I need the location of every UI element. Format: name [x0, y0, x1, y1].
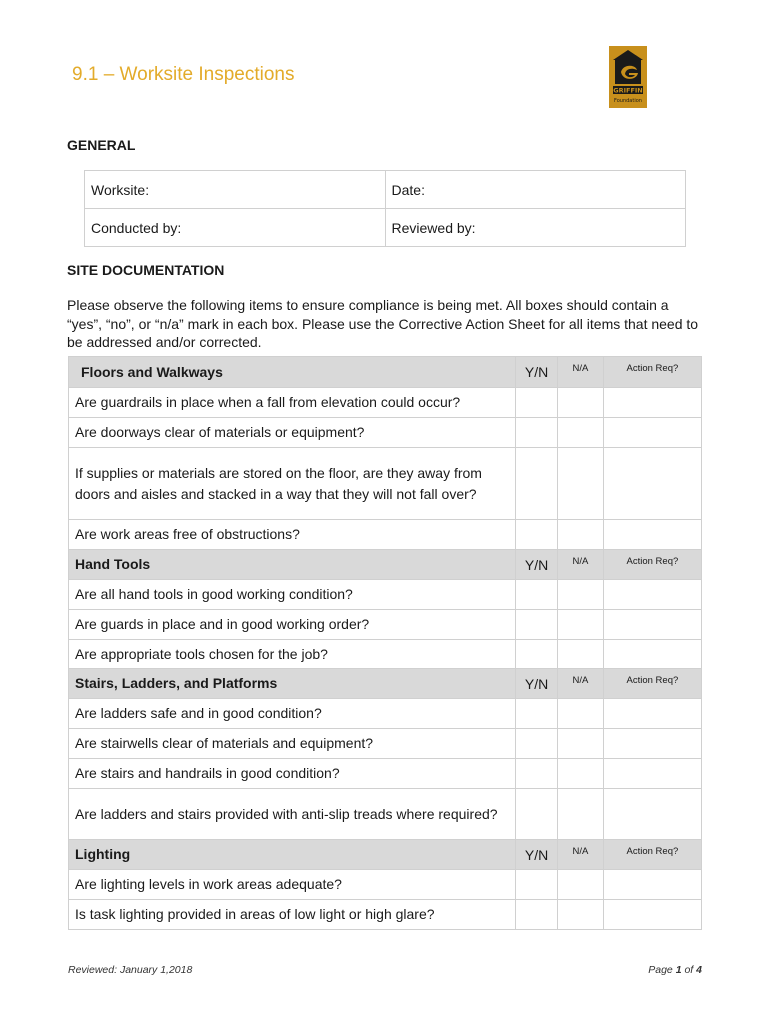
- na-cell[interactable]: [558, 699, 604, 729]
- question-text: Are lighting levels in work areas adequate?: [69, 870, 516, 900]
- yn-cell[interactable]: [516, 789, 558, 840]
- na-cell[interactable]: [558, 418, 604, 448]
- section-title: Hand Tools: [69, 550, 516, 580]
- instructions-paragraph: Please observe the following items to ensure compliance is being met. All boxes should contain a “yes”, “no”, or “n/a” mark in each box. Please use the Corrective Action Sheet for all items that need to be addressed and/or corrected.: [67, 297, 699, 350]
- section-header-lighting: [69, 840, 702, 870]
- section-title: Floors and Walkways: [69, 357, 516, 388]
- footer-page-number: [648, 964, 702, 976]
- question-text: Are work areas free of obstructions?: [69, 520, 516, 550]
- worksite-field[interactable]: [85, 171, 386, 209]
- yn-cell[interactable]: [516, 640, 558, 669]
- conducted-by-label: Conducted by:: [91, 219, 182, 236]
- footer-reviewed-date: Reviewed: January 1,2018: [68, 964, 193, 976]
- na-cell[interactable]: [558, 640, 604, 669]
- action-cell[interactable]: [603, 789, 701, 840]
- question-text: Are guardrails in place when a fall from elevation could occur?: [69, 388, 516, 418]
- section-header-hand-tools: [69, 550, 702, 580]
- na-cell[interactable]: [558, 900, 604, 930]
- page-title: 9.1 – Worksite Inspections: [72, 64, 295, 85]
- question-text: Is task lighting provided in areas of low light or high glare?: [69, 900, 516, 930]
- na-cell[interactable]: [558, 448, 604, 520]
- page-word: Page: [648, 964, 673, 976]
- general-info-table: [84, 170, 686, 247]
- yn-cell[interactable]: [516, 448, 558, 520]
- na-cell[interactable]: [558, 789, 604, 840]
- question-text: Are ladders and stairs provided with anti-slip treads where required?: [69, 789, 516, 840]
- yn-cell[interactable]: [516, 418, 558, 448]
- table-row: [69, 699, 702, 729]
- general-heading: GENERAL: [67, 137, 136, 153]
- action-cell[interactable]: [603, 640, 701, 669]
- action-cell[interactable]: [603, 580, 701, 610]
- yn-header: Y/N: [516, 669, 558, 699]
- table-row: [69, 418, 702, 448]
- na-cell[interactable]: [558, 520, 604, 550]
- question-text: Are ladders safe and in good condition?: [69, 699, 516, 729]
- table-row: [69, 520, 702, 550]
- question-text: Are appropriate tools chosen for the job?: [69, 640, 516, 669]
- reviewed-by-label: Reviewed by:: [391, 219, 476, 236]
- action-cell[interactable]: [603, 900, 701, 930]
- yn-cell[interactable]: [516, 610, 558, 640]
- na-header: N/A: [558, 669, 604, 699]
- table-row: [69, 759, 702, 789]
- yn-cell[interactable]: [516, 520, 558, 550]
- yn-cell[interactable]: [516, 729, 558, 759]
- table-row: [69, 640, 702, 669]
- na-cell[interactable]: [558, 870, 604, 900]
- company-logo: [609, 46, 647, 108]
- question-text: Are all hand tools in good working condition?: [69, 580, 516, 610]
- table-row: [69, 388, 702, 418]
- conducted-by-field[interactable]: [85, 209, 386, 247]
- yn-cell[interactable]: [516, 699, 558, 729]
- yn-cell[interactable]: [516, 759, 558, 789]
- section-header-stairs: [69, 669, 702, 699]
- action-cell[interactable]: [603, 448, 701, 520]
- na-header: N/A: [558, 550, 604, 580]
- table-row: [69, 900, 702, 930]
- table-row: [69, 789, 702, 840]
- yn-header: Y/N: [516, 550, 558, 580]
- yn-cell[interactable]: [516, 580, 558, 610]
- action-cell[interactable]: [603, 759, 701, 789]
- section-title: Stairs, Ladders, and Platforms: [69, 669, 516, 699]
- date-label: Date:: [391, 181, 425, 198]
- table-row: [69, 448, 702, 520]
- yn-cell[interactable]: [516, 900, 558, 930]
- date-field[interactable]: [385, 171, 686, 209]
- worksite-label: Worksite:: [91, 181, 150, 198]
- action-cell[interactable]: [603, 418, 701, 448]
- table-row: [69, 870, 702, 900]
- action-req-header: Action Req?: [603, 669, 701, 699]
- question-text: If supplies or materials are stored on the floor, are they away from doors and aisles and stacked in a way that they will not fall over?: [69, 448, 516, 520]
- table-row: [69, 580, 702, 610]
- action-cell[interactable]: [603, 610, 701, 640]
- action-cell[interactable]: [603, 729, 701, 759]
- page-current: 1: [675, 964, 682, 976]
- question-text: Are guards in place and in good working order?: [69, 610, 516, 640]
- action-req-header: Action Req?: [603, 550, 701, 580]
- checklist-table: [68, 356, 702, 930]
- action-cell[interactable]: [603, 699, 701, 729]
- yn-cell[interactable]: [516, 870, 558, 900]
- site-documentation-heading: SITE DOCUMENTATION: [67, 262, 225, 278]
- yn-header: Y/N: [516, 357, 558, 388]
- na-cell[interactable]: [558, 610, 604, 640]
- yn-header: Y/N: [516, 840, 558, 870]
- table-row: [69, 729, 702, 759]
- action-cell[interactable]: [603, 388, 701, 418]
- action-cell[interactable]: [603, 520, 701, 550]
- action-cell[interactable]: [603, 870, 701, 900]
- question-text: Are stairs and handrails in good condition?: [69, 759, 516, 789]
- svg-text:Foundation: Foundation: [614, 98, 642, 104]
- yn-cell[interactable]: [516, 388, 558, 418]
- na-cell[interactable]: [558, 388, 604, 418]
- na-header: N/A: [558, 357, 604, 388]
- na-cell[interactable]: [558, 580, 604, 610]
- question-text: Are doorways clear of materials or equipment?: [69, 418, 516, 448]
- reviewed-by-field[interactable]: [385, 209, 686, 247]
- action-req-header: Action Req?: [603, 840, 701, 870]
- na-header: N/A: [558, 840, 604, 870]
- na-cell[interactable]: [558, 759, 604, 789]
- svg-text:GRIFFIN: GRIFFIN: [613, 86, 643, 95]
- of-word: of: [684, 964, 694, 976]
- section-header-floors: [69, 357, 702, 388]
- na-cell[interactable]: [558, 729, 604, 759]
- question-text: Are stairwells clear of materials and equipment?: [69, 729, 516, 759]
- action-req-header: Action Req?: [603, 357, 701, 388]
- table-row: [69, 610, 702, 640]
- section-title: Lighting: [69, 840, 516, 870]
- page-total: 4: [696, 964, 702, 976]
